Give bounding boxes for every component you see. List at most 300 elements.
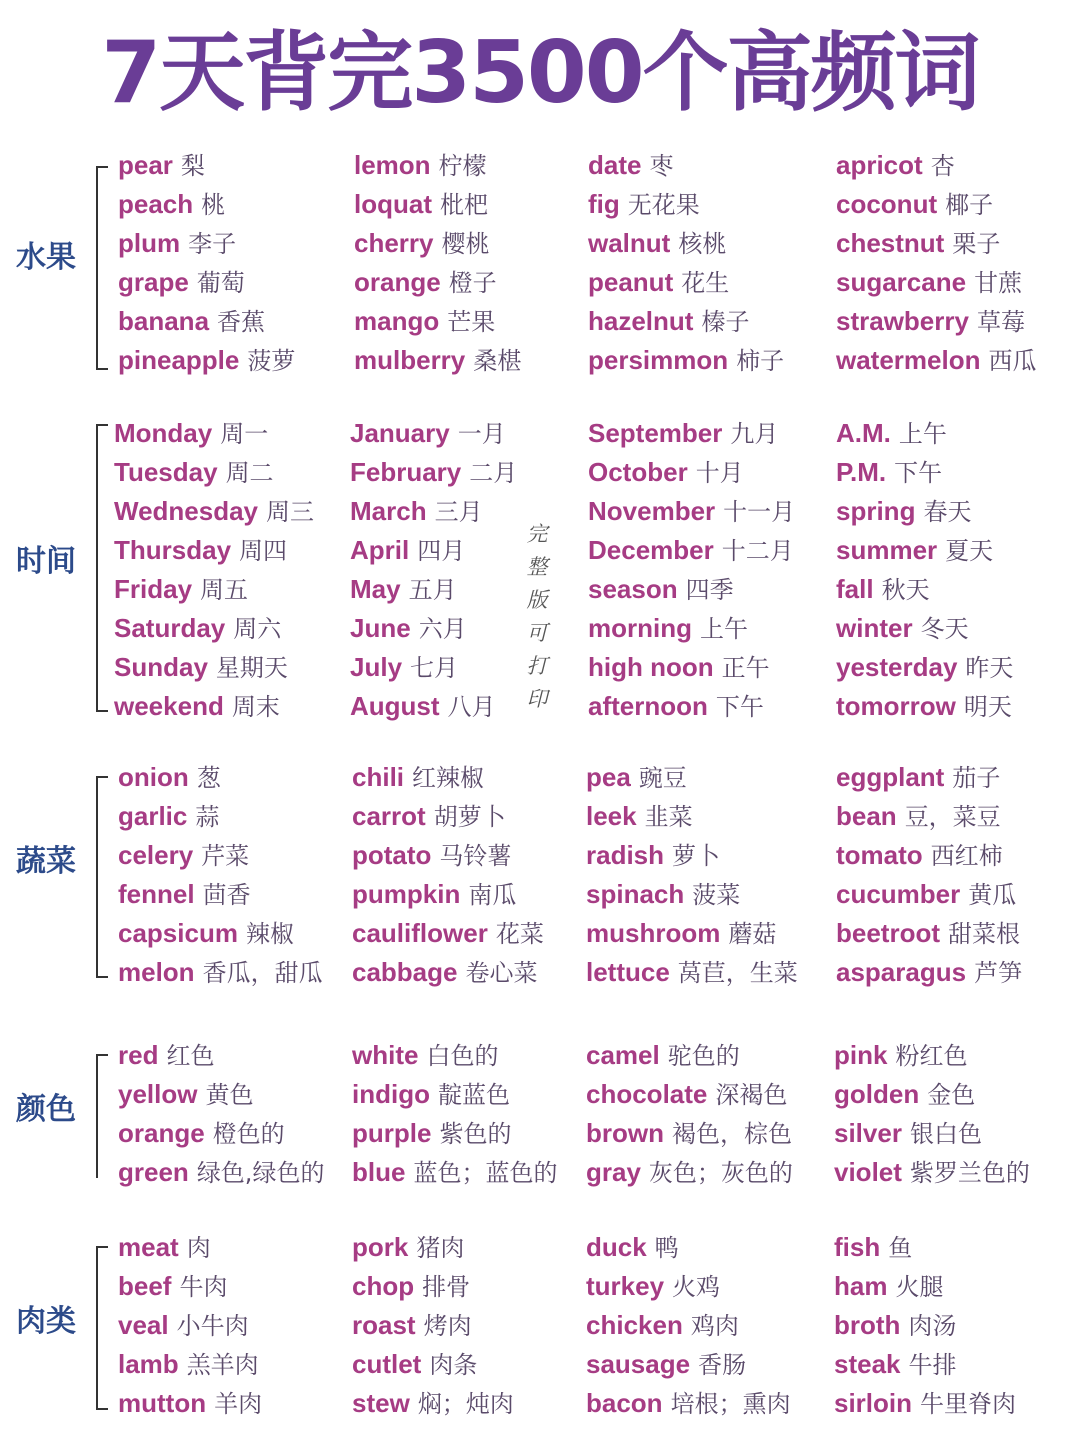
english-word: golden	[834, 1079, 920, 1109]
vocab-item	[834, 1153, 1030, 1192]
vocab-item	[836, 414, 1013, 453]
english-word: spring	[836, 496, 916, 526]
english-word: fennel	[118, 879, 195, 909]
chinese-meaning: 牛排	[908, 1351, 957, 1379]
english-word: afternoon	[588, 691, 708, 721]
chinese-meaning: 紫罗兰色的	[909, 1159, 1030, 1187]
chinese-meaning: 三月	[434, 498, 483, 526]
vocab-item	[586, 875, 798, 914]
vocab-item	[352, 1345, 514, 1384]
english-word: watermelon	[836, 345, 981, 375]
chinese-meaning: 甘蔗	[974, 269, 1023, 297]
vocab-item	[118, 1075, 324, 1114]
chinese-meaning: 马铃薯	[439, 842, 512, 870]
chinese-meaning: 茴香	[202, 881, 251, 909]
chinese-meaning: 李子	[188, 230, 237, 258]
chinese-meaning: 蒜	[195, 803, 220, 831]
vocab-item	[350, 609, 517, 648]
english-word: yesterday	[836, 652, 958, 682]
english-word: cucumber	[836, 879, 961, 909]
chinese-meaning: 明天	[963, 693, 1012, 721]
vocab-item	[588, 531, 795, 570]
column	[118, 758, 323, 992]
chinese-meaning: 七月	[410, 654, 459, 682]
chinese-meaning: 六月	[418, 615, 467, 643]
vocab-item	[118, 1267, 262, 1306]
english-word: Saturday	[114, 613, 226, 643]
chinese-meaning: 桑椹	[473, 347, 522, 375]
chinese-meaning: 下午	[715, 693, 764, 721]
english-word: sugarcane	[836, 267, 967, 297]
vocab-item	[352, 1384, 514, 1423]
chinese-meaning: 葱	[196, 764, 221, 792]
column	[586, 1228, 791, 1423]
chinese-meaning: 蓝色；蓝色的	[413, 1159, 558, 1187]
chinese-meaning: 火鸡	[672, 1273, 721, 1301]
vocab-item	[836, 185, 1037, 224]
vocab-item	[352, 1228, 514, 1267]
english-word: leek	[586, 801, 637, 831]
english-word: cutlet	[352, 1349, 422, 1379]
english-word: brown	[586, 1118, 664, 1148]
vocab-item	[588, 609, 795, 648]
chinese-meaning: 绿色,绿色的	[196, 1159, 325, 1187]
chinese-meaning: 周末	[231, 693, 280, 721]
chinese-meaning: 灰色；灰色的	[648, 1159, 793, 1187]
english-word: broth	[834, 1310, 901, 1340]
chinese-meaning: 下午	[894, 459, 943, 487]
chinese-meaning: 牛里脊肉	[920, 1390, 1017, 1418]
vocab-item	[118, 1228, 262, 1267]
vocab-item	[836, 648, 1013, 687]
english-word: sausage	[586, 1349, 691, 1379]
english-word: meat	[118, 1232, 179, 1262]
english-word: mushroom	[586, 918, 721, 948]
vocab-item	[354, 224, 521, 263]
english-word: coconut	[836, 189, 938, 219]
chinese-meaning: 枣	[649, 152, 674, 180]
english-word: Thursday	[114, 535, 232, 565]
vocab-item	[586, 1114, 793, 1153]
vocab-item	[350, 531, 517, 570]
chinese-meaning: 靛蓝色	[437, 1081, 510, 1109]
english-word: eggplant	[836, 762, 945, 792]
chinese-meaning: 椰子	[945, 191, 994, 219]
chinese-meaning: 黄瓜	[968, 881, 1017, 909]
vocab-item	[352, 953, 544, 992]
vocab-item	[352, 758, 544, 797]
chinese-meaning: 春天	[923, 498, 972, 526]
chinese-meaning: 驼色的	[667, 1042, 740, 1070]
vocab-item	[836, 453, 1013, 492]
chinese-meaning: 五月	[408, 576, 457, 604]
vocab-item	[352, 1153, 557, 1192]
chinese-meaning: 烤肉	[423, 1312, 472, 1340]
vocab-item	[352, 1075, 557, 1114]
vocab-item	[836, 875, 1022, 914]
chinese-meaning: 草莓	[976, 308, 1025, 336]
chinese-meaning: 一月	[457, 420, 506, 448]
column	[352, 1036, 557, 1192]
english-word: walnut	[588, 228, 671, 258]
english-word: purple	[352, 1118, 432, 1148]
chinese-meaning: 榛子	[701, 308, 750, 336]
chinese-meaning: 牛肉	[179, 1273, 228, 1301]
category-label: 肉类	[16, 1304, 76, 1339]
english-word: Tuesday	[114, 457, 218, 487]
vocab-item	[350, 414, 517, 453]
column	[588, 414, 795, 726]
chinese-meaning: 紫色的	[439, 1120, 512, 1148]
english-word: August	[350, 691, 440, 721]
vocab-item	[586, 1153, 793, 1192]
vocab-item	[586, 1384, 791, 1423]
english-word: chicken	[586, 1310, 683, 1340]
chinese-meaning: 香瓜，甜瓜	[202, 959, 323, 987]
english-word: April	[350, 535, 410, 565]
chinese-meaning: 周四	[239, 537, 288, 565]
chinese-meaning: 红辣椒	[412, 764, 485, 792]
english-word: banana	[118, 306, 210, 336]
english-word: grape	[118, 267, 189, 297]
vocab-item	[586, 1267, 791, 1306]
chinese-meaning: 茄子	[952, 764, 1001, 792]
chinese-meaning: 杏	[930, 152, 955, 180]
english-word: chop	[352, 1271, 415, 1301]
vocab-item	[118, 224, 295, 263]
vocab-item	[836, 341, 1037, 380]
vocab-item	[836, 531, 1013, 570]
english-word: high noon	[588, 652, 714, 682]
vocab-item	[588, 185, 784, 224]
chinese-meaning: 鱼	[888, 1234, 913, 1262]
chinese-meaning: 胡萝卜	[433, 803, 506, 831]
vocab-item	[834, 1228, 1016, 1267]
column	[354, 146, 521, 380]
chinese-meaning: 肉汤	[908, 1312, 957, 1340]
column	[836, 758, 1022, 992]
vocab-item	[354, 263, 521, 302]
category-label: 蔬菜	[16, 844, 76, 879]
chinese-meaning: 柠檬	[438, 152, 487, 180]
chinese-meaning: 核桃	[678, 230, 727, 258]
vocab-item	[836, 914, 1022, 953]
chinese-meaning: 香蕉	[217, 308, 266, 336]
english-word: beetroot	[836, 918, 940, 948]
bracket	[96, 166, 108, 370]
english-word: May	[350, 574, 401, 604]
chinese-meaning: 鸡肉	[690, 1312, 739, 1340]
vocab-item	[588, 453, 795, 492]
vocab-item	[588, 302, 784, 341]
english-word: cherry	[354, 228, 434, 258]
english-word: radish	[586, 840, 665, 870]
vocab-item	[114, 414, 314, 453]
chinese-meaning: 小牛肉	[176, 1312, 249, 1340]
chinese-meaning: 金色	[927, 1081, 976, 1109]
chinese-meaning: 豌豆	[638, 764, 687, 792]
chinese-meaning: 萝卜	[672, 842, 721, 870]
vocab-item	[118, 1384, 262, 1423]
english-word: yellow	[118, 1079, 198, 1109]
english-word: pumpkin	[352, 879, 461, 909]
chinese-meaning: 鸭	[654, 1234, 679, 1262]
english-word: veal	[118, 1310, 169, 1340]
english-word: orange	[354, 267, 441, 297]
vocab-item	[588, 414, 795, 453]
english-word: September	[588, 418, 723, 448]
english-word: lettuce	[586, 957, 670, 987]
english-word: October	[588, 457, 688, 487]
english-word: A.M.	[836, 418, 891, 448]
chinese-meaning: 冬天	[920, 615, 969, 643]
vocab-item	[118, 1036, 324, 1075]
english-word: white	[352, 1040, 419, 1070]
vocab-item	[114, 492, 314, 531]
vocab-item	[588, 570, 795, 609]
chinese-meaning: 甜菜根	[948, 920, 1020, 948]
english-word: chocolate	[586, 1079, 708, 1109]
english-word: potato	[352, 840, 432, 870]
vocab-item	[834, 1036, 1030, 1075]
english-word: green	[118, 1157, 189, 1187]
bracket	[96, 776, 108, 978]
column	[586, 758, 798, 992]
chinese-meaning: 黄色	[205, 1081, 254, 1109]
vocab-item	[114, 531, 314, 570]
chinese-meaning: 卷心菜	[465, 959, 538, 987]
vocab-item	[118, 1153, 324, 1192]
chinese-meaning: 四月	[417, 537, 466, 565]
vocab-item	[588, 263, 784, 302]
english-word: capsicum	[118, 918, 238, 948]
english-word: season	[588, 574, 678, 604]
bracket	[96, 1054, 108, 1178]
english-word: chili	[352, 762, 405, 792]
vocab-item	[588, 492, 795, 531]
chinese-meaning: 樱桃	[441, 230, 490, 258]
chinese-meaning: 银白色	[909, 1120, 982, 1148]
english-word: Wednesday	[114, 496, 259, 526]
chinese-meaning: 红色	[166, 1042, 215, 1070]
chinese-meaning: 韭菜	[644, 803, 693, 831]
english-word: summer	[836, 535, 938, 565]
english-word: pineapple	[118, 345, 240, 375]
chinese-meaning: 芒果	[447, 308, 496, 336]
chinese-meaning: 莴苣，生菜	[677, 959, 798, 987]
english-word: date	[588, 150, 642, 180]
english-word: winter	[836, 613, 913, 643]
vocab-item	[118, 758, 323, 797]
chinese-meaning: 菠菜	[692, 881, 741, 909]
vocab-item	[586, 1228, 791, 1267]
chinese-meaning: 肉	[186, 1234, 211, 1262]
english-word: P.M.	[836, 457, 887, 487]
vocab-item	[588, 687, 795, 726]
vocab-item	[836, 570, 1013, 609]
chinese-meaning: 培根；熏肉	[670, 1390, 791, 1418]
chinese-meaning: 枇杷	[440, 191, 488, 219]
vocab-item	[586, 914, 798, 953]
english-word: peach	[118, 189, 194, 219]
chinese-meaning: 夏天	[945, 537, 994, 565]
vocab-item	[350, 570, 517, 609]
vocab-item	[836, 609, 1013, 648]
chinese-meaning: 白色的	[426, 1042, 499, 1070]
chinese-meaning: 周六	[233, 615, 282, 643]
vocab-item	[586, 1345, 791, 1384]
english-word: carrot	[352, 801, 426, 831]
english-word: cabbage	[352, 957, 458, 987]
page-title: 7天背完3500个高频词	[101, 23, 979, 123]
chinese-meaning: 深褐色	[715, 1081, 788, 1109]
vocab-item	[834, 1345, 1016, 1384]
english-word: loquat	[354, 189, 432, 219]
chinese-meaning: 周二	[225, 459, 274, 487]
vocab-item	[588, 341, 784, 380]
english-word: pork	[352, 1232, 409, 1262]
english-word: January	[350, 418, 450, 448]
vocab-item	[586, 797, 798, 836]
english-word: red	[118, 1040, 159, 1070]
vocab-item	[114, 609, 314, 648]
english-word: mango	[354, 306, 440, 336]
column	[352, 758, 544, 992]
vocab-item	[118, 914, 323, 953]
vocab-item	[354, 185, 521, 224]
chinese-meaning: 周一	[220, 420, 269, 448]
chinese-meaning: 花生	[681, 269, 730, 297]
english-word: onion	[118, 762, 189, 792]
english-word: persimmon	[588, 345, 729, 375]
vocab-item	[350, 453, 517, 492]
vocab-item	[834, 1384, 1016, 1423]
chinese-meaning: 辣椒	[245, 920, 294, 948]
vocab-item	[586, 953, 798, 992]
category-label: 时间	[16, 544, 76, 579]
vocab-item	[836, 224, 1037, 263]
vocab-item	[352, 1306, 514, 1345]
chinese-meaning: 菠萝	[247, 347, 296, 375]
vocab-item	[588, 224, 784, 263]
vocab-item	[586, 758, 798, 797]
english-word: pear	[118, 150, 173, 180]
chinese-meaning: 焖；炖肉	[417, 1390, 514, 1418]
vocab-item	[588, 146, 784, 185]
bracket	[96, 1246, 108, 1410]
english-word: ham	[834, 1271, 888, 1301]
column	[836, 146, 1037, 380]
chinese-meaning: 正午	[721, 654, 770, 682]
english-word: fig	[588, 189, 620, 219]
english-word: duck	[586, 1232, 647, 1262]
chinese-meaning: 十一月	[723, 498, 796, 526]
vocab-item	[118, 263, 295, 302]
vocab-item	[586, 836, 798, 875]
english-word: Monday	[114, 418, 213, 448]
english-word: pink	[834, 1040, 888, 1070]
chinese-meaning: 排骨	[422, 1273, 471, 1301]
vocab-item	[114, 687, 314, 726]
chinese-meaning: 梨	[180, 152, 205, 180]
vocab-item	[118, 953, 323, 992]
chinese-meaning: 蘑菇	[728, 920, 777, 948]
english-word: morning	[588, 613, 692, 643]
chinese-meaning: 昨天	[965, 654, 1014, 682]
vocab-item	[118, 302, 295, 341]
vocab-item	[834, 1114, 1030, 1153]
english-word: Friday	[114, 574, 193, 604]
column	[352, 1228, 514, 1423]
column	[118, 1036, 324, 1192]
english-word: spinach	[586, 879, 685, 909]
english-word: chestnut	[836, 228, 945, 258]
chinese-meaning: 九月	[730, 420, 779, 448]
chinese-meaning: 火腿	[895, 1273, 944, 1301]
chinese-meaning: 香肠	[698, 1351, 747, 1379]
vocab-item	[836, 797, 1022, 836]
chinese-meaning: 上午	[898, 420, 947, 448]
chinese-meaning: 橙子	[448, 269, 497, 297]
chinese-meaning: 褐色，棕色	[672, 1120, 792, 1148]
vocab-item	[352, 1114, 557, 1153]
english-word: violet	[834, 1157, 902, 1187]
english-word: asparagus	[836, 957, 967, 987]
english-word: stew	[352, 1388, 410, 1418]
english-word: turkey	[586, 1271, 665, 1301]
chinese-meaning: 柿子	[736, 347, 785, 375]
english-word: melon	[118, 957, 195, 987]
vocab-item	[836, 492, 1013, 531]
vocab-item	[114, 453, 314, 492]
vocab-item	[118, 1306, 262, 1345]
vocab-item	[118, 836, 323, 875]
english-word: July	[350, 652, 403, 682]
chinese-meaning: 四季	[685, 576, 734, 604]
vocab-item	[836, 263, 1037, 302]
english-word: lamb	[118, 1349, 179, 1379]
english-word: fall	[836, 574, 874, 604]
vocab-item	[836, 836, 1022, 875]
english-word: orange	[118, 1118, 205, 1148]
vocab-item	[352, 797, 544, 836]
chinese-meaning: 豆，菜豆	[904, 803, 1001, 831]
vocab-item	[352, 1036, 557, 1075]
english-word: Sunday	[114, 652, 208, 682]
vocab-item	[118, 185, 295, 224]
column	[834, 1036, 1030, 1192]
vocab-item	[354, 302, 521, 341]
vocab-item	[352, 875, 544, 914]
english-word: indigo	[352, 1079, 430, 1109]
vocab-item	[354, 146, 521, 185]
english-word: roast	[352, 1310, 416, 1340]
chinese-meaning: 十二月	[721, 537, 794, 565]
vocab-item	[836, 302, 1037, 341]
column	[118, 1228, 262, 1423]
chinese-meaning: 芹菜	[201, 842, 250, 870]
vocab-item	[834, 1075, 1030, 1114]
english-word: tomorrow	[836, 691, 956, 721]
vocab-item	[352, 1267, 514, 1306]
english-word: strawberry	[836, 306, 969, 336]
chinese-meaning: 八月	[447, 693, 496, 721]
vocab-item	[836, 687, 1013, 726]
english-word: gray	[586, 1157, 641, 1187]
english-word: bacon	[586, 1388, 663, 1418]
vocab-item	[118, 341, 295, 380]
chinese-meaning: 西红柿	[930, 842, 1003, 870]
